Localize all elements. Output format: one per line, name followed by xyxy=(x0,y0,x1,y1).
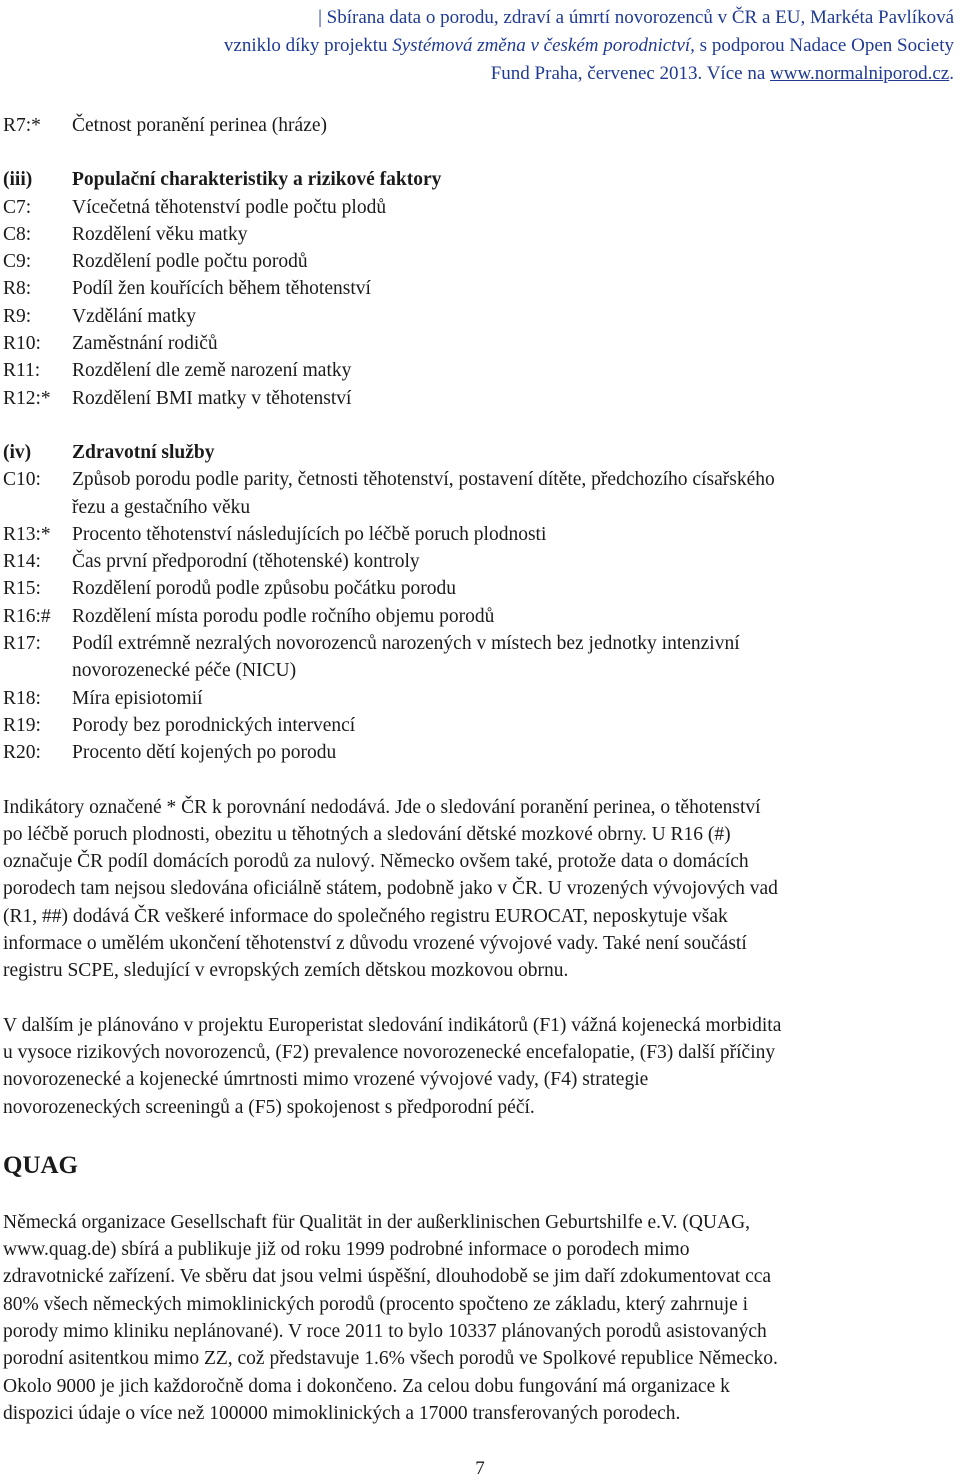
header-text: vzniklo díky projektu xyxy=(223,35,393,56)
page-content xyxy=(3,112,953,1427)
indicator-text: Porody bez porodnických intervencí xyxy=(72,714,356,736)
indicator-row xyxy=(3,712,953,739)
header-line-2 xyxy=(134,32,954,60)
indicator-row xyxy=(3,221,953,248)
indicator-row xyxy=(3,330,953,357)
paragraph-line: Okolo 9000 je jich každoročně doma i dokončeno. Za celou dobu fungování má organizace k xyxy=(3,1375,730,1397)
header-text: . xyxy=(949,63,954,84)
paragraph-line: novorozeneckých screeningů a (F5) spokojenost s předporodní péčí. xyxy=(3,1096,535,1118)
indicator-code: C10: xyxy=(3,469,41,491)
indicator-row xyxy=(3,194,953,221)
indicator-row xyxy=(3,630,953,657)
section-heading-iii xyxy=(3,166,953,193)
paragraph-line: www.quag.de) sbírá a publikuje již od roku 1999 podrobné informace o porodech mimo xyxy=(3,1239,690,1261)
indicator-text: Procento dětí kojených po porodu xyxy=(72,742,337,764)
indicator-code: R19: xyxy=(3,714,41,736)
section-heading-iv xyxy=(3,439,953,466)
paragraph-line: po léčbě poruch plodnosti, obezitu u těhotných a sledování dětské mozkové obrny. U R16 (#) xyxy=(3,823,731,845)
indicator-row xyxy=(3,685,953,712)
paragraph-line: registru SCPE, sledující v evropských zemích dětskou mozkovou obrnu. xyxy=(3,960,569,982)
indicator-code: R16:# xyxy=(3,605,51,627)
indicator-row xyxy=(3,275,953,302)
indicator-row xyxy=(3,303,953,330)
paragraph-line: novorozenecké a kojenecké úmrtnosti mimo vrozené vývojové vady, (F4) strategie xyxy=(3,1069,649,1091)
indicator-row xyxy=(3,521,953,548)
paragraph-line: informace o umělém ukončení těhotenství z důvodu vrozené vývojové vady. Také není součástí xyxy=(3,933,747,955)
indicator-text: Rozdělení věku matky xyxy=(72,223,248,245)
paragraph-line: porodech tam nejsou sledována oficiálně státem, podobně jako v ČR. U vrozených vývojových vad xyxy=(3,878,778,900)
indicator-text: Podíl žen kouřících během těhotenství xyxy=(72,278,371,300)
indicator-text: Způsob porodu podle parity, četnosti těhotenství, postavení dítěte, předchozího císařského xyxy=(72,469,775,491)
section-title: Zdravotní služby xyxy=(72,441,215,463)
indicator-text: Zaměstnání rodičů xyxy=(72,333,218,355)
indicator-text: Rozdělení dle země narození matky xyxy=(72,360,352,382)
paragraph-line: dispozici údaje o více než 100000 mimoklinických a 17000 transferovaných porodech. xyxy=(3,1402,681,1424)
indicator-code: R12:* xyxy=(3,387,51,409)
indicator-row xyxy=(3,603,953,630)
indicator-row xyxy=(3,548,953,575)
indicator-text: Vícečetná těhotenství podle počtu plodů xyxy=(72,196,387,218)
indicator-text: řezu a gestačního věku xyxy=(72,496,251,518)
page-number: 7 xyxy=(475,1458,485,1479)
indicator-row xyxy=(3,466,953,493)
indicator-text: Rozdělení porodů podle způsobu počátku porodu xyxy=(72,578,456,600)
indicator-code: R14: xyxy=(3,551,41,573)
indicator-row-continued xyxy=(3,657,953,684)
indicator-row xyxy=(3,385,953,412)
paragraph-quag xyxy=(3,1209,953,1427)
indicator-text: Procento těhotenství následujících po léčbě poruch plodnosti xyxy=(72,523,547,545)
indicator-text: Míra episiotomií xyxy=(72,687,203,709)
paragraph-line: porody mimo kliniku neplánované). V roce 2011 to bylo 10337 plánovaných porodů asistovaných xyxy=(3,1320,767,1342)
indicator-row-r7 xyxy=(3,112,953,139)
paragraph-line: porodní asitentkou mimo ZZ, což představuje 1.6% všech porodů ve Spolkové republice Německo. xyxy=(3,1348,778,1370)
paragraph-line: označuje ČR podíl domácích porodů za nulový. Německo ovšem také, protože data o domácích xyxy=(3,851,749,873)
section-number: (iii) xyxy=(3,169,33,191)
header-text: Fund Praha, červenec 2013. Více na xyxy=(490,63,771,84)
project-name: Systémová změna v českém porodnictví, xyxy=(392,35,695,56)
header-line-3 xyxy=(134,60,954,88)
section-iv-list xyxy=(3,466,953,766)
indicator-code: R8: xyxy=(3,278,32,300)
indicator-code: R7:* xyxy=(3,115,41,136)
paragraph-line: (R1, ##) dodává ČR veškeré informace do společného registru EUROCAT, neposkytuje však xyxy=(3,905,728,927)
page-header xyxy=(134,4,954,88)
indicator-code: R11: xyxy=(3,360,41,382)
indicator-row-continued xyxy=(3,494,953,521)
header-line-1: | Sbírana data o porodu, zdraví a úmrtí novorozenců v ČR a EU, Markéta Pavlíková xyxy=(318,7,954,28)
paragraph-line: u vysoce rizikových novorozenců, (F2) prevalence novorozenecké encefalopatie, (F3) další příčiny xyxy=(3,1041,776,1063)
paragraph-line: V dalším je plánováno v projektu Europeristat sledování indikátorů (F1) vážná kojenecká morbidita xyxy=(3,1014,782,1036)
indicator-text: Rozdělení místa porodu podle ročního objemu porodů xyxy=(72,605,495,627)
paragraph-line: zdravotnické zařízení. Ve sběru dat jsou velmi úspěšní, dlouhodobě se jim daří zdokumentovat cca xyxy=(3,1266,772,1288)
indicator-text: Četnost poranění perinea (hráze) xyxy=(72,115,328,136)
indicator-row xyxy=(3,357,953,384)
indicator-text: Rozdělení BMI matky v těhotenství xyxy=(72,387,352,409)
indicator-row xyxy=(3,248,953,275)
indicator-code: R18: xyxy=(3,687,41,709)
indicator-code: R20: xyxy=(3,742,41,764)
indicator-code: R17: xyxy=(3,633,41,655)
website-link[interactable]: www.normalniporod.cz xyxy=(770,63,950,84)
indicator-text: Podíl extrémně nezralých novorozenců narozených v místech bez jednotky intenzivní xyxy=(72,633,740,655)
indicator-text: Vzdělání matky xyxy=(72,305,196,327)
paragraph-planned-indicators xyxy=(3,1012,953,1121)
paragraph-missing-indicators xyxy=(3,794,953,985)
indicator-text: Rozdělení podle počtu porodů xyxy=(72,251,308,273)
section-title: Populační charakteristiky a rizikové faktory xyxy=(72,169,442,191)
section-iii-list xyxy=(3,194,953,412)
section-number: (iv) xyxy=(3,441,32,463)
indicator-row xyxy=(3,739,953,766)
paragraph-line: Indikátory označené * ČR k porovnání nedodává. Jde o sledování poranění perinea, o těhotenství xyxy=(3,796,761,818)
indicator-code: C7: xyxy=(3,196,32,218)
indicator-code: R15: xyxy=(3,578,41,600)
indicator-code: C9: xyxy=(3,251,32,273)
indicator-code: R9: xyxy=(3,305,32,327)
paragraph-line: Německá organizace Gesellschaft für Qualität in der außerklinischen Geburtshilfe e.V. (QUAG, xyxy=(3,1211,751,1233)
indicator-code: R13:* xyxy=(3,523,51,545)
header-text: s podporou Nadace Open Society xyxy=(694,35,954,56)
indicator-text: Čas první předporodní (těhotenské) kontroly xyxy=(72,551,420,573)
indicator-code: R10: xyxy=(3,333,41,355)
quag-heading: QUAG xyxy=(3,1151,78,1179)
indicator-code: C8: xyxy=(3,223,32,245)
paragraph-line: 80% všech německých mimoklinických porodů (procento spočteno ze základu, který zahrnuje i xyxy=(3,1293,749,1315)
indicator-text: novorozenecké péče (NICU) xyxy=(72,660,297,682)
indicator-row xyxy=(3,575,953,602)
